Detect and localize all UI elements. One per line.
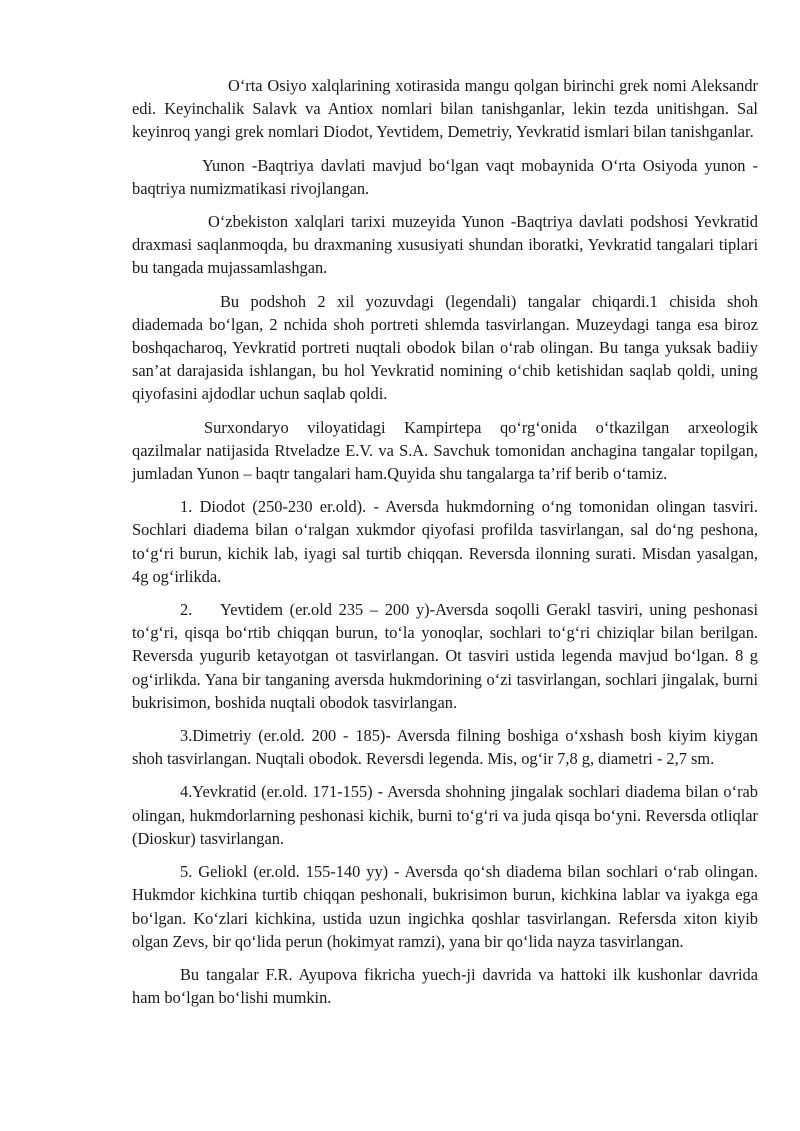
- paragraph-numismatics: Yunon -Baqtriya davlati mavjud bo‘lgan vaqt mobaynida O‘rta Osiyoda yunon -baqtriya numizmatikasi rivojlangan.: [132, 155, 758, 198]
- paragraph-museum-drachma: O‘zbekiston xalqlari tarixi muzeyida Yunon -Baqtriya davlati podshosi Yevkratid draxmasi saqlanmoqda, bu draxmaning xususiyati shundan iboratki, Yevkratid tangalari tiplari bu tangada mujassamlashgan.: [132, 212, 758, 278]
- list-item-dimetriy: 3.Dimetriy (er.old. 200 - 185)- Aversda filning boshiga o‘xshash bosh kiyim kiygan shoh tasvirlangan. Nuqtali obodok. Reversdi legenda. Mis, og‘ir 7,8 g, diametri - 2,7 sm.: [132, 726, 758, 769]
- paragraph-conclusion: Bu tangalar F.R. Ayupova fikricha yuech-ji davrida va hattoki ilk kushonlar davrida ham bo‘lgan bo‘lishi mumkin.: [132, 964, 758, 1008]
- paragraph-legends: Bu podshoh 2 xil yozuvdagi (legendali) tangalar chiqardi.1 chisida shoh diademada bo‘lgan, 2 nchida shoh portreti shlemda tasvirlangan. Muzeydagi tanga esa biroz boshqacharoq, Yevkratid portreti nuqtali obodok bilan o‘rab olingan. Bu tanga yuksak badiiy san’at darajasida ishlangan, bu hol Yevkratid nomining o‘chib ketishidan saqlab qoldi, uning qiyofasini ajdodlar uchun saqlab qoldi.: [132, 291, 758, 404]
- list-item-text: Yevtidem (er.old 235 – 200 y)-Aversda soqolli Gerakl tasviri, uning peshonasi to‘g‘ri, qisqa bo‘rtib chiqqan burun, to‘la yonoqlar, sochlari to‘g‘ri chiziqlar bilan berilgan. Reversda yugurib ketayotgan ot tasvirlangan. Ot tasviri ustida legenda mavjud bo‘lgan. 8 g og‘irlikda. Yana bir tanganing aversda hukmdorining o‘zi tasvirlangan, sochlari jingalak, burni bukrisimon, boshida nuqtali obodok tasvirlangan.: [132, 600, 758, 712]
- list-item-number: 2.: [180, 600, 193, 620]
- list-item-yevkratid: 4.Yevkratid (er.old. 171-155) - Aversda shohning jingalak sochlari diadema bilan o‘rab olingan, hukmdorlarning peshonasi kichik, burni to‘g‘ri va juda qisqa bo‘yni. Reversda otliqlar (Dioskur) tasvirlangan.: [132, 782, 758, 848]
- paragraph-kampirtepa: Surxondaryo viloyatidagi Kampirtepa qo‘rg‘onida o‘tkazilgan arxeologik qazilmalar natijasida Rtveladze E.V. va S.A. Savchuk tomonidan anchagina tangalar topilgan, jumladan Yunon – baqtr tangalari ham.Quyida shu tangalarga ta’rif berib o‘tamiz.: [132, 417, 758, 484]
- list-item-geliokl: 5. Geliokl (er.old. 155-140 yy) - Aversda qo‘sh diadema bilan sochlari o‘rab olingan. Hukmdor kichkina turtib chiqqan peshonali, bukrisimon burun, kichkina lablar va iyakga ega bo‘lgan. Ko‘zlari kichkina, ustida uzun ingichka qoshlar tasvirlangan. Refersda xiton kiyib olgan Zevs, bir qo‘lida perun (hokimyat ramzi), yana bir qo‘lida nayza tasvirlangan.: [132, 862, 758, 951]
- list-item-diodot: 1. Diodot (250-230 er.old). - Aversda hukmdorning o‘ng tomonidan olingan tasviri. Sochlari diadema bilan o‘ralgan xukmdor qiyofasi profilda tasvirlangan, sal do‘ng peshona, to‘g‘ri burun, kichik lab, iyagi sal turtib chiqqan. Reversda ilonning surati. Misdan yasalgan, 4g og‘irlikda.: [132, 497, 758, 586]
- list-item-yevtidem: [132, 598, 758, 714]
- paragraph-alexander: O‘rta Osiyo xalqlarining xotirasida mangu qolgan birinchi grek nomi Aleksandr edi. Keyinchalik Salavk va Antiox nomlari bilan tanishganlar, lekin tezda unitishgan. Sal keyinroq yangi grek nomlari Diodot, Yevtidem, Demetriy, Yevkratid ismlari bilan tanishganlar.: [132, 76, 758, 142]
